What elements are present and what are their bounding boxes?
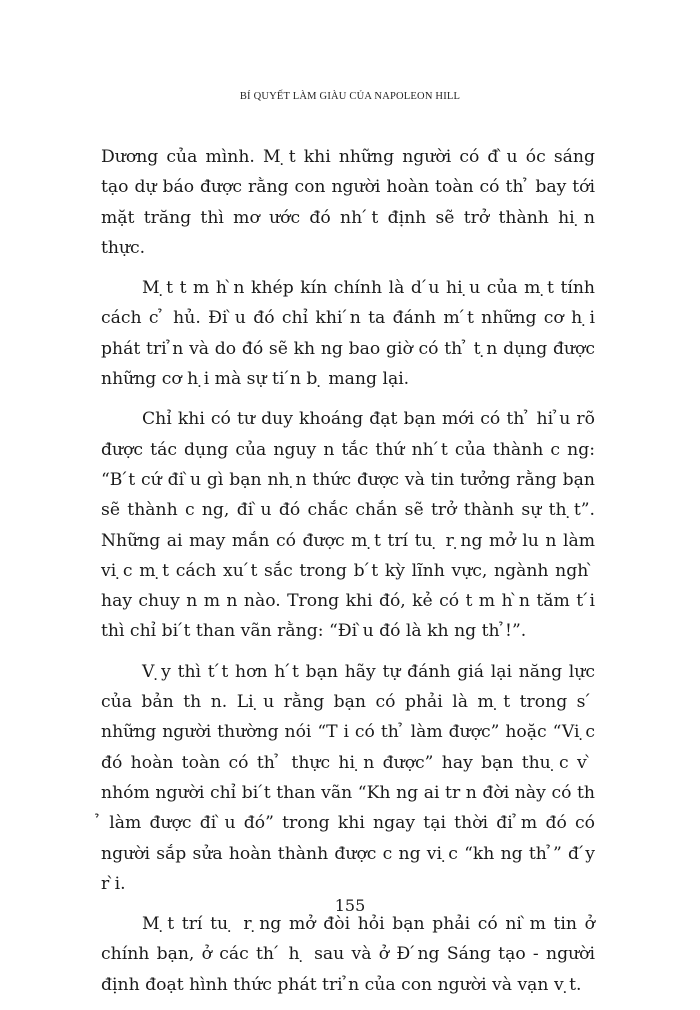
paragraph-2: M ̣t t m h ̀n khép kín chính là d ́u hi ̣u của m ̣t tính cách c ̉ hủ. Đi ̀u đó chỉ khi ́n ta đánh m ́t những cơ h ̣i phát tri ̉n và do đó sẽ kh ng bao giờ có th ̉ t ̣n dụng được những cơ h ̣i mà sự ti ́n b ̣ mang lại. <box>101 278 595 390</box>
running-header: BÍ QUYẾT LÀM GIÀU CỦA NAPOLEON HILL <box>239 91 461 102</box>
paragraph-5: M ̣t trí tu ̣ r ̣ng mở đòi hỏi bạn phải có ni ̀m tin ở chính bạn, ở các th ́ h ̣ sau và ở Đ ́ng Sáng tạo - người định đoạt hình thức phát tri ̉n của con người và vạn v ̣t. <box>101 914 595 995</box>
page-number: 155 <box>334 896 366 915</box>
body-text <box>101 142 595 1010</box>
paragraph-4: V ̣y thì t ́t hơn h ́t bạn hãy tự đánh giá lại năng lực của bản th n. Li ̣u rằng bạn có phải là m ̣t trong s ́ những người thường nói “T i có th ̉ làm được” hoặc “Vi ̣c đó hoàn toàn có th ̉ thực hi ̣n được” hay bạn thu ̣c v ̀ nhóm người chỉ bi ́t than vãn “Kh ng ai tr n đời này có th ̉ làm được đi ̀u đó” trong khi ngay tại thời đi ̉m đó có người sắp sửa hoàn thành được c ng vi ̣c “kh ng th ̉” đ ́y r ̀i. <box>101 661 595 894</box>
paragraph-1: Dương của mình. M ̣t khi những người có đ ̀u óc sáng tạo dự báo được rằng con người hoàn toàn có th ̉ bay tới mặt trăng thì mơ ước đó nh ́t định sẽ trở thành hi ̣n thực. <box>101 147 595 258</box>
paragraph-3: Chỉ khi có tư duy khoáng đạt bạn mới có th ̉ hi ̉u rõ được tác dụng của nguy n tắc thứ nh ́t của thành c ng: “B ́t cứ đi ̀u gì bạn nh ̣n thức được và tin tưởng rằng bạn sẽ thành c ng, đi ̀u đó chắc chắn sẽ trở thành sự th ̣t”. Những ai may mắn có được m ̣t trí tu ̣ r ̣ng mở lu n làm vi ̣c m ̣t cách xu ́t sắc trong b ́t kỳ lĩnh vực, ngành ngh ̀ hay chuy n m n nào. Trong khi đó, kẻ có t m h ̀n tăm t ́i thì chỉ bi ́t than vãn rằng: “Đi ̀u đó là kh ng th ̉!”. <box>101 409 595 642</box>
